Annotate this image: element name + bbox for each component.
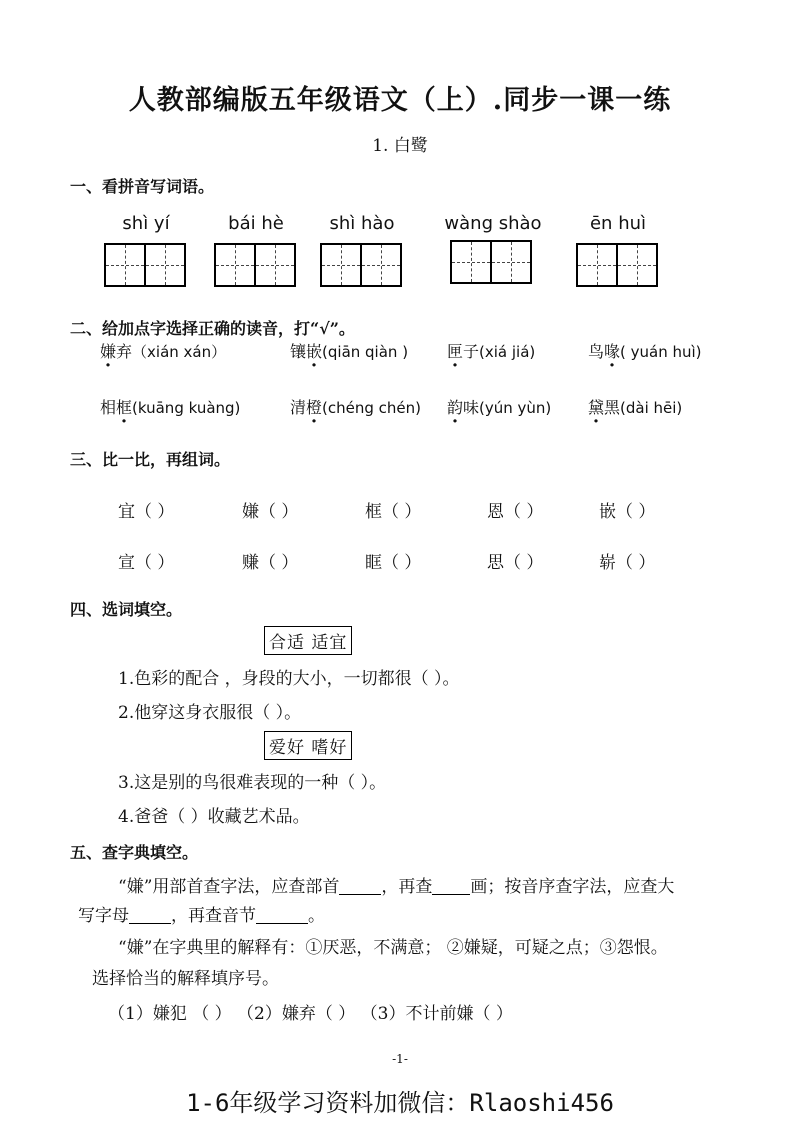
pronunciation-options[interactable]: (qiān qiàn ) xyxy=(322,343,409,361)
blank-field[interactable] xyxy=(129,906,171,924)
section5-heading: 五、查字典填空。 xyxy=(70,843,199,862)
compare-item[interactable]: 嵌（ ） xyxy=(599,502,656,522)
footer-note: 1-6年级学习资料加微信：Rlaoshi456 xyxy=(186,1089,614,1117)
compare-item[interactable]: 崭（ ） xyxy=(599,553,656,573)
pronunciation-options[interactable]: (chéng chén) xyxy=(322,399,422,417)
section4-heading: 四、选词填空。 xyxy=(70,600,183,619)
section2-heading: 二、给加点字选择正确的读音，打“√”。 xyxy=(70,319,355,338)
blank-field[interactable] xyxy=(256,906,308,924)
compare-item[interactable]: 嫌（ ） xyxy=(242,502,299,522)
pinyin-2: bái hè xyxy=(228,213,284,234)
pinyin-5: ēn huì xyxy=(589,213,647,234)
blank-field[interactable] xyxy=(432,877,470,895)
pronunciation-options[interactable]: (kuāng kuàng) xyxy=(132,399,241,417)
pronunciation-item: 镶嵌(qiān qiàn ) xyxy=(290,342,409,361)
section3-heading: 三、比一比，再组词。 xyxy=(70,450,231,469)
fill-sentence-3[interactable]: 3.这是别的鸟很难表现的一种（ ）。 xyxy=(118,773,387,793)
compare-item[interactable]: 眶（ ） xyxy=(365,553,422,573)
dotted-char: 框 xyxy=(116,398,133,417)
pronunciation-item: 鸟喙( yuán huì) xyxy=(588,342,702,361)
pinyin-1: shì yí xyxy=(122,213,170,234)
page-number: -1- xyxy=(392,1052,408,1066)
compare-item[interactable]: 框（ ） xyxy=(365,502,422,522)
instruction-text: 选择恰当的解释填序号。 xyxy=(92,969,279,989)
definitions-text: “嫌”在字典里的解释有：①厌恶，不满意； ②嫌疑，可疑之点；③怨恨。 xyxy=(118,938,668,958)
dotted-char: 嵌 xyxy=(306,342,323,361)
pinyin-4: wàng shào xyxy=(444,213,542,234)
definition-choices[interactable]: （1）嫌犯 （ ） （2）嫌弃（ ） （3）不计前嫌（ ） xyxy=(108,1004,513,1024)
pronunciation-item: 清橙(chéng chén) xyxy=(290,398,422,417)
pronunciation-options[interactable]: ( yuán huì) xyxy=(620,343,702,361)
pinyin-3: shì hào xyxy=(329,213,395,234)
dotted-char: 橙 xyxy=(306,398,323,417)
writing-grid-5[interactable] xyxy=(576,243,658,287)
writing-grid-2[interactable] xyxy=(214,243,296,287)
dotted-char: 嫌 xyxy=(100,342,117,361)
compare-item[interactable]: 思（ ） xyxy=(487,553,544,573)
pronunciation-item: 匣子(xiá jiá) xyxy=(447,342,536,361)
pronunciation-options[interactable]: （xián xán） xyxy=(132,343,227,361)
fill-sentence-1[interactable]: 1.色彩的配合 ，身段的大小，一切都很（ ）。 xyxy=(118,669,460,689)
dictionary-paragraph-2: 写字母 ，再查音节 。 xyxy=(78,906,325,926)
writing-grid-4[interactable] xyxy=(450,240,532,284)
compare-item[interactable]: 宜（ ） xyxy=(118,502,175,522)
dictionary-paragraph-1: “嫌”用部首查字法，应查部首 ，再查 画；按音序查字法，应查大 xyxy=(118,877,675,897)
writing-grid-3[interactable] xyxy=(320,243,402,287)
page-title: 人教部编版五年级语文（上）.同步一课一练 xyxy=(128,85,672,116)
lesson-title: 1. 白鹭 xyxy=(372,136,428,156)
writing-grid-1[interactable] xyxy=(104,243,186,287)
section1-heading: 一、看拼音写词语。 xyxy=(70,177,215,196)
compare-item[interactable]: 恩（ ） xyxy=(487,502,544,522)
fill-sentence-4[interactable]: 4.爸爸（ ）收藏艺术品。 xyxy=(118,807,310,827)
pronunciation-item: 黛黑(dài hēi) xyxy=(588,398,683,417)
dotted-char: 喙 xyxy=(604,342,621,361)
fill-sentence-2[interactable]: 2.他穿这身衣服很（ ）。 xyxy=(118,703,302,723)
pronunciation-item: 相框(kuāng kuàng) xyxy=(100,398,241,417)
pronunciation-item: 韵味(yún yùn) xyxy=(447,398,552,417)
pronunciation-options[interactable]: (dài hēi) xyxy=(620,399,683,417)
compare-item[interactable]: 赚（ ） xyxy=(242,553,299,573)
pronunciation-options[interactable]: (xiá jiá) xyxy=(479,343,536,361)
blank-field[interactable] xyxy=(339,877,381,895)
dotted-char: 黛 xyxy=(588,398,605,417)
dotted-char: 匣 xyxy=(447,342,464,361)
dotted-char: 韵 xyxy=(447,398,464,417)
word-choice-box: 爱好 嗜好 xyxy=(264,731,352,760)
pronunciation-item: 嫌弃（xián xán） xyxy=(100,342,227,361)
pronunciation-options[interactable]: (yún yùn) xyxy=(479,399,552,417)
word-choice-box: 合适 适宜 xyxy=(264,626,352,655)
compare-item[interactable]: 宣（ ） xyxy=(118,553,175,573)
